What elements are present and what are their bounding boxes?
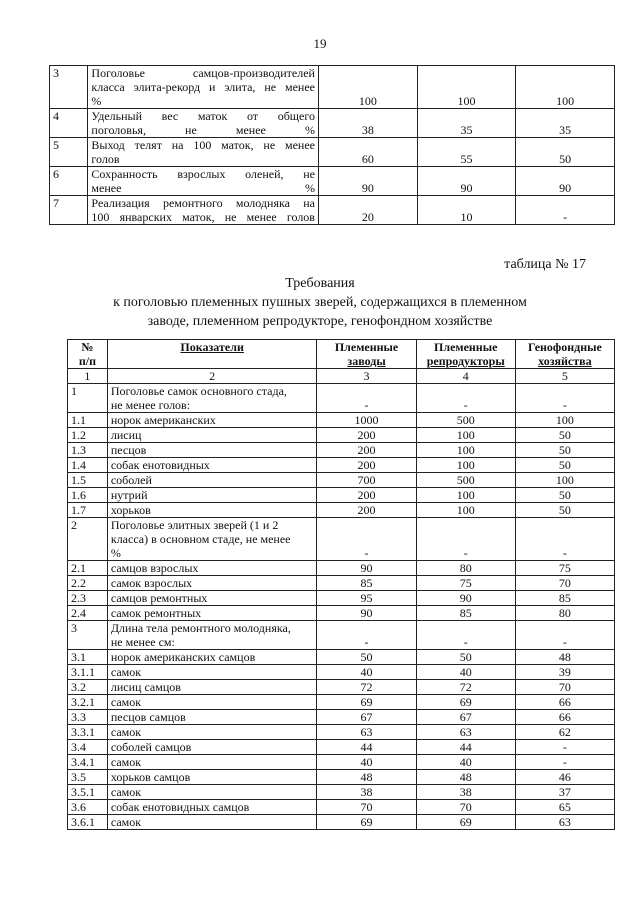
indicator-line: хорьков самцов — [110, 770, 191, 784]
title-line-2: к поголовью племенных пушных зверей, содержащихся в племенном — [113, 295, 527, 310]
indicator-line: самцов взрослых — [110, 561, 199, 575]
value-cell: - — [515, 518, 614, 561]
indicator-cell — [107, 473, 317, 488]
value-cell: 38 — [416, 785, 515, 800]
indicator-cell — [107, 800, 317, 815]
value-cell: 48 — [515, 650, 614, 665]
table-row — [68, 785, 615, 800]
table-row — [68, 740, 615, 755]
value-cell: 1000 — [317, 413, 416, 428]
value-cell: 66 — [515, 695, 614, 710]
value-cell: 200 — [317, 488, 416, 503]
value-cell: 48 — [317, 770, 416, 785]
value-cell: 100 — [516, 66, 615, 109]
column-number: 4 — [416, 369, 515, 384]
indicator-cell — [107, 606, 317, 621]
indicator-line: песцов самцов — [110, 710, 186, 724]
indicator-line: Поголовье элитных зверей (1 и 2 — [110, 518, 279, 532]
indicator-cell — [107, 443, 317, 458]
value-cell: 50 — [416, 650, 515, 665]
indicator-cell — [107, 680, 317, 695]
value-cell: 50 — [516, 138, 615, 167]
indicator-cell — [107, 740, 317, 755]
row-number: 2.1 — [68, 561, 108, 576]
value-cell: 50 — [515, 428, 614, 443]
value-cell: 70 — [515, 680, 614, 695]
table-row — [68, 815, 615, 830]
value-cell: 100 — [416, 503, 515, 518]
indicator-cell — [88, 167, 319, 196]
indicator-line: самок взрослых — [110, 576, 193, 590]
indicator-cell — [107, 576, 317, 591]
indicator-line: песцов — [110, 443, 147, 457]
row-number: 2 — [68, 518, 108, 561]
row-number: 2.4 — [68, 606, 108, 621]
indicator-cell — [107, 428, 317, 443]
indicator-cell — [107, 785, 317, 800]
value-cell: 90 — [416, 591, 515, 606]
indicator-line: Поголовье самок основного стада, — [110, 384, 287, 398]
value-cell: - — [515, 755, 614, 770]
indicator-cell — [107, 815, 317, 830]
table-row — [50, 167, 615, 196]
table-row — [68, 710, 615, 725]
row-number: 3.3.1 — [68, 725, 108, 740]
value-cell: 37 — [515, 785, 614, 800]
row-number: 1.4 — [68, 458, 108, 473]
value-cell: 55 — [417, 138, 516, 167]
title-line-1: Требования — [285, 276, 355, 291]
value-cell: 70 — [515, 576, 614, 591]
row-number: 1.2 — [68, 428, 108, 443]
indicator-line: соболей — [110, 473, 152, 487]
row-number: 3.1.1 — [68, 665, 108, 680]
value-cell: 700 — [317, 473, 416, 488]
table-row — [68, 800, 615, 815]
value-cell: - — [416, 518, 515, 561]
row-number: 1.7 — [68, 503, 108, 518]
indicator-cell — [88, 109, 319, 138]
value-cell: 35 — [516, 109, 615, 138]
indicator-cell — [107, 710, 317, 725]
row-number: 1.1 — [68, 413, 108, 428]
table-row — [68, 576, 615, 591]
value-cell: 44 — [416, 740, 515, 755]
table-row — [68, 665, 615, 680]
value-cell: 60 — [318, 138, 417, 167]
column-number: 3 — [317, 369, 416, 384]
value-cell: 85 — [515, 591, 614, 606]
value-cell: 72 — [416, 680, 515, 695]
value-cell: 50 — [515, 458, 614, 473]
table-label: таблица № 17 — [504, 257, 586, 272]
indicator-line: собак енотовидных самцов — [110, 800, 250, 814]
indicator-cell — [107, 384, 317, 413]
row-number: 6 — [50, 167, 88, 196]
table-row — [68, 606, 615, 621]
row-number: 1.5 — [68, 473, 108, 488]
indicator-line: Выход телят на 100 маток, не менее — [91, 138, 315, 152]
header-row — [68, 340, 615, 369]
value-cell: 100 — [515, 413, 614, 428]
row-number: 7 — [50, 196, 88, 225]
value-cell: 90 — [318, 167, 417, 196]
value-cell: 69 — [317, 695, 416, 710]
value-cell: - — [416, 384, 515, 413]
indicator-cell — [107, 665, 317, 680]
value-cell: - — [317, 621, 416, 650]
table-row — [68, 488, 615, 503]
indicator-cell — [107, 725, 317, 740]
row-number: 3.6 — [68, 800, 108, 815]
page-number: 19 — [313, 36, 327, 51]
value-cell: 90 — [516, 167, 615, 196]
indicator-cell — [107, 591, 317, 606]
requirements-table — [67, 339, 615, 830]
value-cell: - — [515, 621, 614, 650]
value-cell: 100 — [416, 458, 515, 473]
table-row — [68, 680, 615, 695]
indicator-cell — [88, 66, 319, 109]
indicator-line: самцов ремонтных — [110, 591, 208, 605]
value-cell: 85 — [317, 576, 416, 591]
value-cell: 69 — [416, 815, 515, 830]
table-row — [68, 755, 615, 770]
indicator-line: самок — [110, 815, 142, 829]
table-row — [68, 473, 615, 488]
value-cell: 38 — [318, 109, 417, 138]
value-cell: 100 — [515, 473, 614, 488]
table-row — [68, 770, 615, 785]
value-cell: 100 — [416, 488, 515, 503]
table-row — [68, 561, 615, 576]
indicator-line: хорьков — [110, 503, 151, 517]
table-row — [68, 503, 615, 518]
value-cell: 90 — [317, 561, 416, 576]
row-number: 3 — [68, 621, 108, 650]
value-cell: 67 — [416, 710, 515, 725]
header-breeding-reproducers: Племенные репродукторы — [416, 340, 515, 369]
row-number: 3.4.1 — [68, 755, 108, 770]
value-cell: 100 — [417, 66, 516, 109]
table-row — [50, 196, 615, 225]
table-row — [68, 443, 615, 458]
value-cell: - — [515, 384, 614, 413]
row-number: 1.6 — [68, 488, 108, 503]
indicator-cell — [107, 503, 317, 518]
table-row — [68, 428, 615, 443]
row-number: 5 — [50, 138, 88, 167]
row-number: 3.1 — [68, 650, 108, 665]
header-indicator: Показатели — [107, 340, 317, 369]
value-cell: 40 — [317, 755, 416, 770]
value-cell: 80 — [515, 606, 614, 621]
indicator-line: самок ремонтных — [110, 606, 202, 620]
table-row — [68, 384, 615, 413]
indicator-cell — [107, 695, 317, 710]
indicator-cell — [107, 770, 317, 785]
value-cell: - — [416, 621, 515, 650]
indicator-line: % — [91, 94, 102, 108]
indicator-line: класса) в основном стаде, не менее — [110, 532, 291, 546]
indicator-line: менее % — [91, 181, 315, 195]
indicator-line: соболей самцов — [110, 740, 192, 754]
value-cell: 50 — [515, 503, 614, 518]
row-number: 3 — [50, 66, 88, 109]
indicator-line: нутрий — [110, 488, 148, 502]
table-row — [68, 591, 615, 606]
table-row — [68, 725, 615, 740]
table-row — [50, 138, 615, 167]
value-cell: 62 — [515, 725, 614, 740]
value-cell: 200 — [317, 443, 416, 458]
indicator-line: норок американских самцов — [110, 650, 256, 664]
value-cell: 63 — [416, 725, 515, 740]
indicator-line: собак енотовидных — [110, 458, 210, 472]
value-cell: 50 — [515, 488, 614, 503]
value-cell: 75 — [416, 576, 515, 591]
indicator-cell — [107, 518, 317, 561]
value-cell: - — [516, 196, 615, 225]
value-cell: 40 — [317, 665, 416, 680]
indicator-line: Длина тела ремонтного молодняка, — [110, 621, 291, 635]
header-gene-pool-farms: Генофондные хозяйства — [515, 340, 614, 369]
value-cell: 63 — [515, 815, 614, 830]
value-cell: 40 — [416, 665, 515, 680]
indicator-line: класса элита-рекорд и элита, не менее — [91, 80, 315, 94]
table-row — [50, 66, 615, 109]
value-cell: 100 — [318, 66, 417, 109]
indicator-line: поголовья, не менее % — [91, 123, 315, 137]
value-cell: 48 — [416, 770, 515, 785]
row-number: 1 — [68, 384, 108, 413]
indicator-line: самок — [110, 665, 142, 679]
indicator-cell — [107, 755, 317, 770]
indicator-cell — [107, 561, 317, 576]
value-cell: 63 — [317, 725, 416, 740]
indicator-cell — [107, 458, 317, 473]
row-number: 2.3 — [68, 591, 108, 606]
indicator-line: 100 январских маток, не менее голов — [91, 210, 315, 224]
row-number: 3.6.1 — [68, 815, 108, 830]
table-row — [68, 695, 615, 710]
indicator-cell — [107, 413, 317, 428]
title-line-3: заводе, племенном репродукторе, генофондном хозяйстве — [147, 314, 493, 329]
value-cell: 40 — [416, 755, 515, 770]
indicator-line: Реализация ремонтного молодняка на — [91, 196, 315, 210]
value-cell: - — [515, 740, 614, 755]
value-cell: 69 — [317, 815, 416, 830]
value-cell: 100 — [416, 428, 515, 443]
column-number-row — [68, 369, 615, 384]
row-number: 3.4 — [68, 740, 108, 755]
value-cell: 100 — [416, 443, 515, 458]
value-cell: - — [317, 518, 416, 561]
value-cell: 66 — [515, 710, 614, 725]
row-number: 3.3 — [68, 710, 108, 725]
indicator-line: лисиц самцов — [110, 680, 181, 694]
header-num: № п/п — [68, 340, 108, 369]
indicator-line: самок — [110, 755, 142, 769]
row-number: 3.5.1 — [68, 785, 108, 800]
indicator-line: Сохранность взрослых оленей, не — [91, 167, 315, 181]
value-cell: 65 — [515, 800, 614, 815]
header-breeding-farms: Племенные заводы — [317, 340, 416, 369]
indicator-line: % — [110, 546, 121, 560]
indicator-line: Удельный вес маток от общего — [91, 109, 315, 123]
indicator-cell — [107, 488, 317, 503]
value-cell: 46 — [515, 770, 614, 785]
value-cell: 95 — [317, 591, 416, 606]
table-row — [50, 109, 615, 138]
value-cell: 35 — [417, 109, 516, 138]
table-row — [68, 458, 615, 473]
indicator-cell — [107, 650, 317, 665]
value-cell: 200 — [317, 458, 416, 473]
column-number: 1 — [68, 369, 108, 384]
value-cell: 80 — [416, 561, 515, 576]
indicator-line: самок — [110, 695, 142, 709]
column-number: 5 — [515, 369, 614, 384]
value-cell: 200 — [317, 428, 416, 443]
indicator-line: самок — [110, 725, 142, 739]
value-cell: 90 — [417, 167, 516, 196]
indicator-line: лисиц — [110, 428, 142, 442]
value-cell: 20 — [318, 196, 417, 225]
row-number: 3.5 — [68, 770, 108, 785]
value-cell: 500 — [416, 473, 515, 488]
table-row — [68, 650, 615, 665]
value-cell: 38 — [317, 785, 416, 800]
value-cell: 39 — [515, 665, 614, 680]
value-cell: 85 — [416, 606, 515, 621]
value-cell: 70 — [317, 800, 416, 815]
row-number: 3.2 — [68, 680, 108, 695]
table-row — [68, 518, 615, 561]
continuation-table — [49, 65, 615, 225]
indicator-line: норок американских — [110, 413, 216, 427]
value-cell: 70 — [416, 800, 515, 815]
indicator-line: голов — [91, 152, 120, 166]
value-cell: 67 — [317, 710, 416, 725]
value-cell: 72 — [317, 680, 416, 695]
table-title — [0, 274, 640, 331]
indicator-cell — [88, 138, 319, 167]
table-row — [68, 621, 615, 650]
value-cell: 90 — [317, 606, 416, 621]
value-cell: 50 — [317, 650, 416, 665]
value-cell: 200 — [317, 503, 416, 518]
indicator-cell — [88, 196, 319, 225]
indicator-line: не менее голов: — [110, 398, 191, 412]
value-cell: 69 — [416, 695, 515, 710]
value-cell: 75 — [515, 561, 614, 576]
value-cell: 50 — [515, 443, 614, 458]
table-row — [68, 413, 615, 428]
indicator-line: не менее см: — [110, 635, 175, 649]
row-number: 4 — [50, 109, 88, 138]
indicator-cell — [107, 621, 317, 650]
value-cell: 500 — [416, 413, 515, 428]
row-number: 3.2.1 — [68, 695, 108, 710]
value-cell: 10 — [417, 196, 516, 225]
indicator-line: самок — [110, 785, 142, 799]
column-number: 2 — [107, 369, 317, 384]
row-number: 1.3 — [68, 443, 108, 458]
row-number: 2.2 — [68, 576, 108, 591]
value-cell: - — [317, 384, 416, 413]
indicator-line: Поголовье самцов-производителей — [91, 66, 315, 80]
value-cell: 44 — [317, 740, 416, 755]
